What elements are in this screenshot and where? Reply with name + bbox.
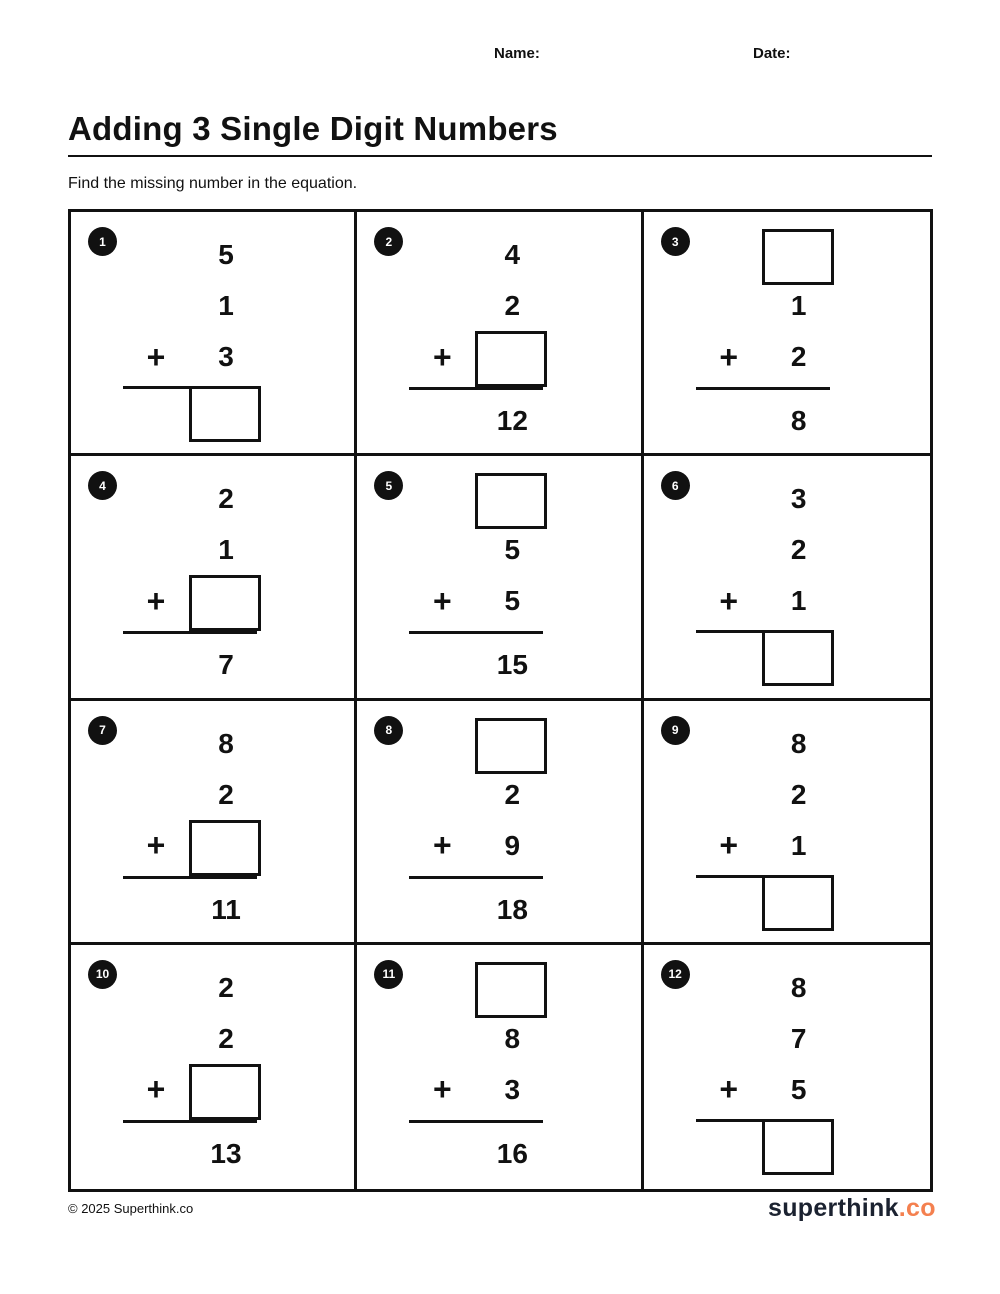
problem-number-badge: 8 <box>374 716 403 745</box>
worksheet-title: Adding 3 Single Digit Numbers <box>68 110 558 147</box>
addend-value: 9 <box>504 829 521 861</box>
addition-problem <box>696 473 831 683</box>
problem-number-badge: 4 <box>88 471 117 500</box>
sum-value: 18 <box>496 893 528 925</box>
addend-value: 1 <box>790 290 807 321</box>
plus-sign: + <box>719 338 738 375</box>
sum-line <box>123 1120 257 1123</box>
problem-cell <box>644 701 930 945</box>
sum-line <box>123 631 257 634</box>
answer-box[interactable] <box>475 473 547 529</box>
addend-value: 8 <box>218 727 234 759</box>
problem-number-badge: 1 <box>88 227 117 256</box>
addend-value: 8 <box>790 971 807 1003</box>
addition-problem <box>123 473 258 683</box>
copyright: © 2025 Superthink.co <box>68 1201 194 1216</box>
answer-box[interactable] <box>762 1119 834 1175</box>
plus-sign: + <box>432 582 452 619</box>
addition-problem <box>696 718 831 928</box>
problem-cell <box>71 701 357 945</box>
sum-value: 8 <box>790 405 807 436</box>
plus-sign: + <box>719 1071 738 1108</box>
sum-line <box>123 386 257 389</box>
addend-value: 4 <box>504 239 521 270</box>
addend-value: 2 <box>218 971 234 1003</box>
sum-line <box>409 1120 543 1123</box>
problem-cell <box>644 945 930 1189</box>
addition-problem <box>123 962 258 1172</box>
brand-logo <box>768 1194 936 1223</box>
plus-sign: + <box>146 1071 166 1108</box>
addend-value: 1 <box>790 829 807 861</box>
brand-name: superthink <box>768 1194 899 1222</box>
plus-sign: + <box>432 338 452 375</box>
answer-box[interactable] <box>189 1064 261 1120</box>
addend-value: 2 <box>790 341 807 372</box>
plus-sign: + <box>146 582 166 619</box>
problem-number-badge: 11 <box>374 960 403 989</box>
addend-value: 3 <box>504 1073 521 1105</box>
addition-problem <box>409 473 544 683</box>
sum-value: 11 <box>211 893 241 925</box>
addend-value: 2 <box>790 778 807 810</box>
sum-line <box>696 630 830 633</box>
problem-number-badge: 5 <box>374 471 403 500</box>
plus-sign: + <box>432 827 452 863</box>
answer-box[interactable] <box>189 820 261 876</box>
answer-box[interactable] <box>762 229 834 285</box>
sum-line <box>409 876 543 879</box>
sum-line <box>696 875 830 878</box>
addend-value: 2 <box>218 1022 234 1054</box>
addend-value: 1 <box>790 585 807 617</box>
plus-sign: + <box>146 827 166 863</box>
problem-cell <box>644 456 930 700</box>
sum-line <box>409 631 543 634</box>
problem-number-badge: 9 <box>661 716 690 745</box>
addend-value: 2 <box>504 778 521 810</box>
answer-box[interactable] <box>475 962 547 1018</box>
sum-line <box>696 1119 830 1122</box>
addend-value: 2 <box>790 534 807 566</box>
problem-cell <box>71 456 357 700</box>
problem-number-badge: 6 <box>661 471 690 500</box>
addend-value: 7 <box>790 1022 807 1054</box>
addend-value: 8 <box>504 1022 521 1054</box>
answer-box[interactable] <box>475 718 547 774</box>
title-divider <box>68 155 932 157</box>
addend-value: 5 <box>790 1073 807 1105</box>
answer-box[interactable] <box>762 630 834 686</box>
sum-line <box>409 387 543 390</box>
addition-problem <box>409 962 544 1172</box>
addend-value: 5 <box>504 534 521 566</box>
addition-problem <box>696 962 831 1172</box>
problem-number-badge: 12 <box>661 960 690 989</box>
instructions: Find the missing number in the equation. <box>68 175 358 192</box>
answer-box[interactable] <box>189 575 261 631</box>
sum-value: 7 <box>218 649 234 681</box>
problem-number-badge: 7 <box>88 716 117 745</box>
answer-box[interactable] <box>475 331 547 387</box>
addend-value: 3 <box>790 483 807 515</box>
problem-cell <box>357 701 643 945</box>
problem-cell <box>71 212 357 456</box>
addend-value: 5 <box>218 239 234 270</box>
problem-cell <box>357 945 643 1189</box>
plus-sign: + <box>146 338 166 375</box>
problem-number-badge: 2 <box>374 227 403 256</box>
problem-grid <box>68 209 933 1192</box>
sum-value: 13 <box>210 1137 242 1169</box>
addend-value: 2 <box>504 290 521 321</box>
problem-cell <box>71 945 357 1189</box>
sum-value: 16 <box>496 1137 528 1169</box>
plus-sign: + <box>719 827 738 863</box>
addition-problem <box>409 718 544 928</box>
sum-value: 12 <box>496 405 528 436</box>
addend-value: 1 <box>218 290 234 321</box>
sum-line <box>696 387 830 390</box>
addend-value: 2 <box>218 483 234 515</box>
addend-value: 3 <box>218 341 234 372</box>
addend-value: 2 <box>218 778 234 810</box>
sum-value: 15 <box>496 649 528 681</box>
brand-suffix: .co <box>898 1194 936 1222</box>
problem-cell <box>357 212 643 456</box>
addition-problem <box>409 229 544 439</box>
addition-problem <box>696 229 831 439</box>
addition-problem <box>123 229 258 439</box>
addition-problem <box>123 718 258 928</box>
answer-box[interactable] <box>762 875 834 931</box>
name-label: Name: <box>494 45 540 62</box>
addend-value: 1 <box>218 534 234 566</box>
answer-box[interactable] <box>189 386 261 442</box>
problem-cell <box>357 456 643 700</box>
problem-number-badge: 3 <box>661 227 690 256</box>
plus-sign: + <box>432 1071 452 1108</box>
problem-number-badge: 10 <box>88 960 117 989</box>
date-label: Date: <box>753 45 791 62</box>
problem-cell <box>644 212 930 456</box>
addend-value: 5 <box>504 585 521 617</box>
sum-line <box>123 876 257 879</box>
addend-value: 8 <box>790 727 807 759</box>
plus-sign: + <box>719 582 738 619</box>
